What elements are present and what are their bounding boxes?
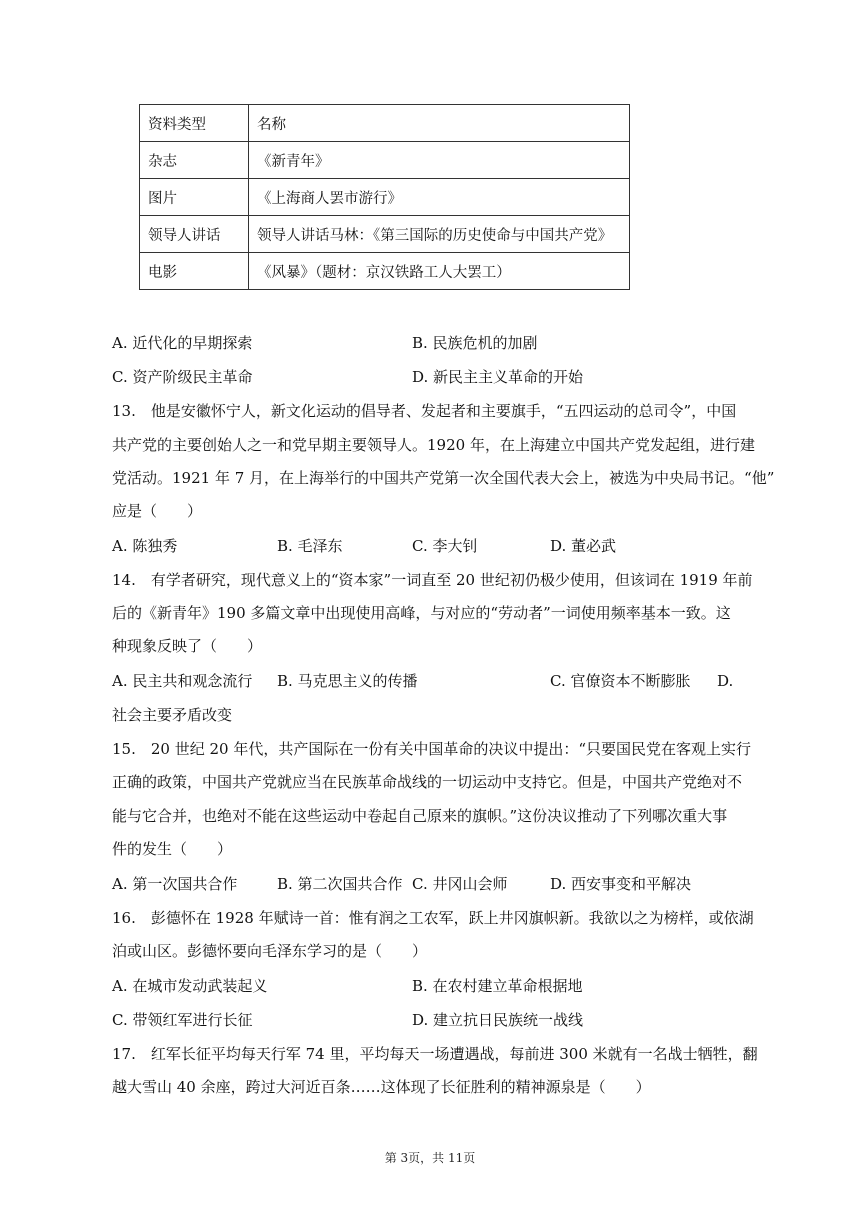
question-14-line: 种现象反映了（ ） (112, 637, 263, 655)
option-b[interactable]: B. 毛泽东 (277, 537, 343, 555)
option-c[interactable]: C. 带领红军进行长征 (112, 1011, 253, 1029)
option-a[interactable]: A. 民主共和观念流行 (112, 672, 253, 690)
question-17-line: 17. 红军长征平均每天行军 74 里，平均每天一场遭遇战，每前进 300 米就有一名战士牺牲，翻 (112, 1045, 758, 1063)
option-c[interactable]: C. 资产阶级民主革命 (112, 368, 253, 386)
question-17-line: 越大雪山 40 余座，跨过大河近百条……这体现了长征胜利的精神源泉是（ ） (112, 1078, 651, 1096)
option-b[interactable]: B. 马克思主义的传播 (277, 672, 418, 690)
question-15-line: 能与它合并，也绝对不能在这些运动中卷起自己原来的旗帜。”这份决议推动了下列哪次重大事 (112, 807, 728, 825)
table-row (140, 216, 630, 253)
table-row (140, 253, 630, 290)
option-d[interactable]: D. (717, 672, 734, 690)
option-b[interactable]: B. 第二次国共合作 (277, 875, 403, 893)
table-cell: 电影 (140, 253, 249, 290)
table-cell: 资料类型 (140, 105, 249, 142)
question-13-line: 党活动。1921 年 7 月，在上海举行的中国共产党第一次全国代表大会上，被选为中央局书记。“他” (112, 469, 775, 487)
option-c[interactable]: C. 李大钊 (412, 537, 478, 555)
option-a[interactable]: A. 近代化的早期探索 (112, 334, 253, 352)
option-d-text[interactable]: 社会主要矛盾改变 (112, 706, 233, 724)
question-13-line: 应是（ ） (112, 502, 203, 520)
question-13-line: 13. 他是安徽怀宁人，新文化运动的倡导者、发起者和主要旗手，“五四运动的总司令”，中国 (112, 402, 737, 420)
question-14-line: 后的《新青年》190 多篇文章中出现使用高峰，与对应的“劳动者”一词使用频率基本一致。这 (112, 604, 731, 622)
table-cell: 领导人讲话马林：《第三国际的历史使命与中国共产党》 (249, 216, 630, 253)
question-14-line: 14. 有学者研究，现代意义上的“资本家”一词直至 20 世纪初仍极少使用，但该词在 1919 年前 (112, 571, 753, 589)
source-table (139, 104, 630, 290)
option-d[interactable]: D. 建立抗日民族统一战线 (412, 1011, 584, 1029)
question-16-line: 16. 彭德怀在 1928 年赋诗一首：惟有润之工农军，跃上井冈旗帜新。我欲以之为榜样，或依湖 (112, 909, 754, 927)
option-d[interactable]: D. 董必武 (550, 537, 617, 555)
option-a[interactable]: A. 陈独秀 (112, 537, 178, 555)
option-b[interactable]: B. 民族危机的加剧 (412, 334, 538, 352)
table-cell: 领导人讲话 (140, 216, 249, 253)
table-cell: 《新青年》 (249, 142, 630, 179)
question-16-line: 泊或山区。彭德怀要向毛泽东学习的是（ ） (112, 942, 428, 960)
table-cell: 名称 (249, 105, 630, 142)
table-cell: 杂志 (140, 142, 249, 179)
option-d[interactable]: D. 新民主主义革命的开始 (412, 368, 584, 386)
table-cell: 《上海商人罢市游行》 (249, 179, 630, 216)
table-header-row (140, 105, 630, 142)
table-cell: 《风暴》（题材：京汉铁路工人大罢工） (249, 253, 630, 290)
table-row (140, 142, 630, 179)
option-d[interactable]: D. 西安事变和平解决 (550, 875, 692, 893)
table-row (140, 179, 630, 216)
option-b[interactable]: B. 在农村建立革命根据地 (412, 977, 583, 995)
table-cell: 图片 (140, 179, 249, 216)
page-footer: 第 3页，共 11页 (384, 1151, 476, 1165)
question-15-line: 件的发生（ ） (112, 840, 233, 858)
question-15-line: 正确的政策，中国共产党就应当在民族革命战线的一切运动中支持它。但是，中国共产党绝对不 (112, 773, 743, 791)
question-15-line: 15. 20 世纪 20 年代，共产国际在一份有关中国革命的决议中提出：“只要国民党在客观上实行 (112, 740, 752, 758)
option-c[interactable]: C. 井冈山会师 (412, 875, 508, 893)
option-c[interactable]: C. 官僚资本不断膨胀 (550, 672, 691, 690)
question-13-line: 共产党的主要创始人之一和党早期主要领导人。1920 年，在上海建立中国共产党发起组，进行建 (112, 436, 755, 454)
option-a[interactable]: A. 第一次国共合作 (112, 875, 238, 893)
option-a[interactable]: A. 在城市发动武装起义 (112, 977, 268, 995)
